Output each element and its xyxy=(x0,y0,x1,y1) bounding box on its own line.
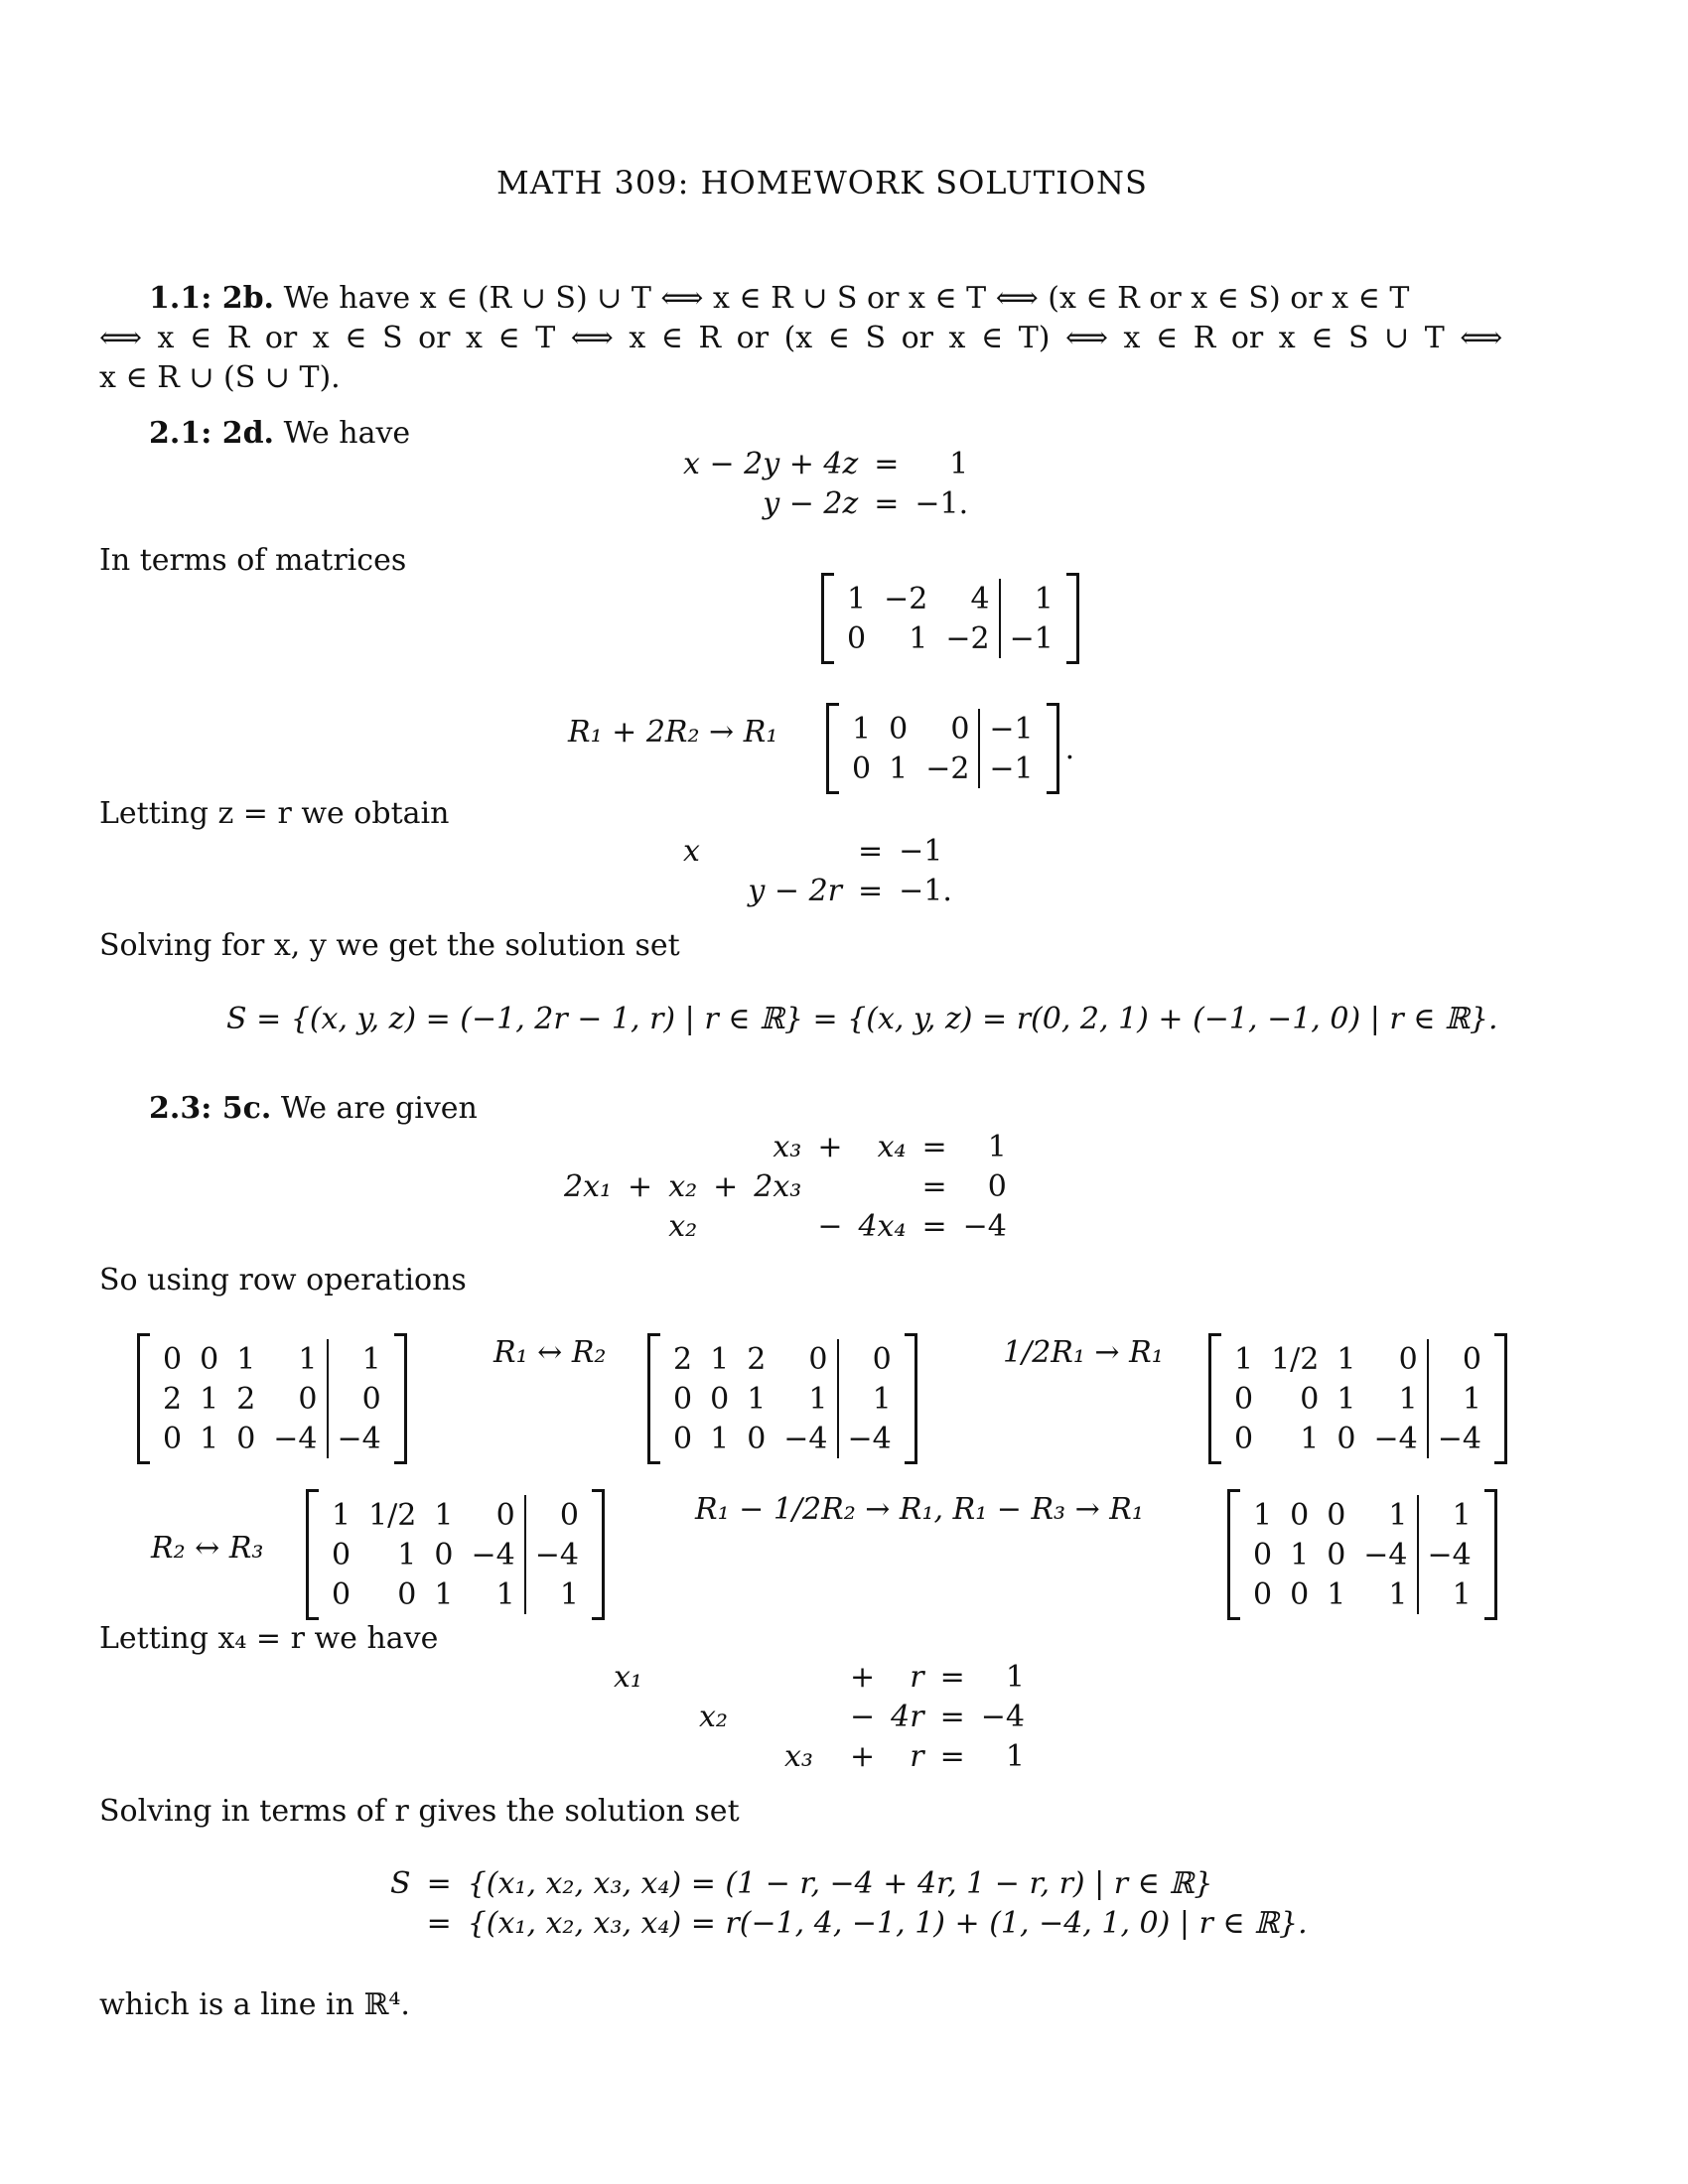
left-bracket xyxy=(306,1489,319,1620)
letting-text: Letting z = r we obtain xyxy=(99,796,450,831)
solving-text: Solving in terms of r gives the solution set xyxy=(99,1794,740,1829)
matrices-text: In terms of matrices xyxy=(99,543,407,578)
augmented-matrix: 1 1/2 1 0 0 0 0 1 1 1 0 1 0 −4 −4 xyxy=(1208,1333,1507,1464)
equation-system: x = −1 y − 2r = −1. xyxy=(683,834,952,908)
problem-1-1-line2: ⟺ x ∈ R or x ∈ S or x ∈ T ⟺ x ∈ R or (x ∈ S or x ∈ T) ⟺ x ∈ R or x ∈ S ∪ T ⟺ xyxy=(99,321,1503,355)
problem-text: We have x ∈ (R ∪ S) ∪ T ⟺ x ∈ R ∪ S or x ∈ T ⟺ (x ∈ R or x ∈ S) or x ∈ T xyxy=(283,281,1410,316)
solution-set: S = {(x, y, z) = (−1, 2r − 1, r) | r ∈ ℝ} = {(x, y, z) = r(0, 2, 1) + (−1, −1, 0) | r ∈ ℝ}. xyxy=(226,1002,1498,1036)
row-operation: 1/2R₁ → R₁ xyxy=(1003,1335,1164,1370)
letting-text: Letting x₄ = r we have xyxy=(99,1621,439,1656)
problem-intro: We have xyxy=(283,416,411,451)
right-bracket xyxy=(592,1489,605,1620)
augmented-matrix: 1 1/2 1 0 0 0 1 0 −4 −4 0 0 1 1 1 xyxy=(306,1489,605,1620)
augmented-matrix: 1 0 0 −1 0 1 −2 −1 . xyxy=(826,703,1074,794)
left-bracket xyxy=(137,1333,150,1464)
equation-system: x₃ + x₄ = 1 2x₁ + x₂ + 2x₃ = 0 x₂ − 4x₄ = −4 xyxy=(564,1130,1007,1244)
left-bracket xyxy=(826,703,839,794)
left-bracket xyxy=(1227,1489,1240,1620)
row-operation: R₁ + 2R₂ → R₁ xyxy=(568,715,778,750)
right-bracket xyxy=(905,1333,917,1464)
problem-2-1-heading xyxy=(149,416,411,451)
solution-set: S = {(x₁, x₂, x₃, x₄) = (1 − r, −4 + 4r, 1 − r, r) | r ∈ ℝ} = {(x₁, x₂, x₃, x₄) = r(−1, 4, −1, 1) + (1, −4, 1, 0) | r ∈ ℝ}. xyxy=(390,1866,1308,1941)
row-operation: R₁ ↔ R₂ xyxy=(493,1335,607,1370)
problem-label: 2.3: 5c. xyxy=(149,1091,272,1126)
row-operation: R₁ − 1/2R₂ → R₁, R₁ − R₃ → R₁ xyxy=(695,1492,1144,1527)
solving-text: Solving for x, y we get the solution set xyxy=(99,928,680,963)
right-bracket xyxy=(1066,573,1079,664)
problem-label: 2.1: 2d. xyxy=(149,416,275,451)
left-bracket xyxy=(647,1333,660,1464)
augmented-matrix: 1 −2 4 1 0 1 −2 −1 xyxy=(821,573,1079,664)
equation-system: x₁ + r = 1 x₂ − 4r = −4 x₃ + r = 1 xyxy=(614,1660,1025,1774)
problem-1-1-line3: x ∈ R ∪ (S ∪ T). xyxy=(99,360,341,395)
augmented-matrix: 2 1 2 0 0 0 0 1 1 1 0 1 0 −4 −4 xyxy=(647,1333,917,1464)
right-bracket xyxy=(1484,1489,1497,1620)
problem-2-3-heading xyxy=(149,1091,478,1126)
left-bracket xyxy=(821,573,834,664)
problem-label: 1.1: 2b. xyxy=(149,281,275,316)
augmented-matrix: 0 0 1 1 1 2 1 2 0 0 0 1 0 −4 −4 xyxy=(137,1333,407,1464)
page-title: MATH 309: HOMEWORK SOLUTIONS xyxy=(496,164,1148,202)
augmented-matrix: 1 0 0 1 1 0 1 0 −4 −4 0 0 1 1 1 xyxy=(1227,1489,1497,1620)
closing-text: which is a line in ℝ⁴. xyxy=(99,1987,410,2022)
row-operation: R₂ ↔ R₃ xyxy=(151,1531,264,1566)
right-bracket xyxy=(1047,703,1059,794)
right-bracket xyxy=(1494,1333,1507,1464)
left-bracket xyxy=(1208,1333,1221,1464)
row-operations-text: So using row operations xyxy=(99,1263,467,1297)
equation-system: x − 2y + 4z = 1 y − 2z = −1. xyxy=(683,447,969,521)
problem-1-1-line1 xyxy=(149,281,1410,316)
right-bracket xyxy=(394,1333,407,1464)
problem-intro: We are given xyxy=(280,1091,478,1126)
